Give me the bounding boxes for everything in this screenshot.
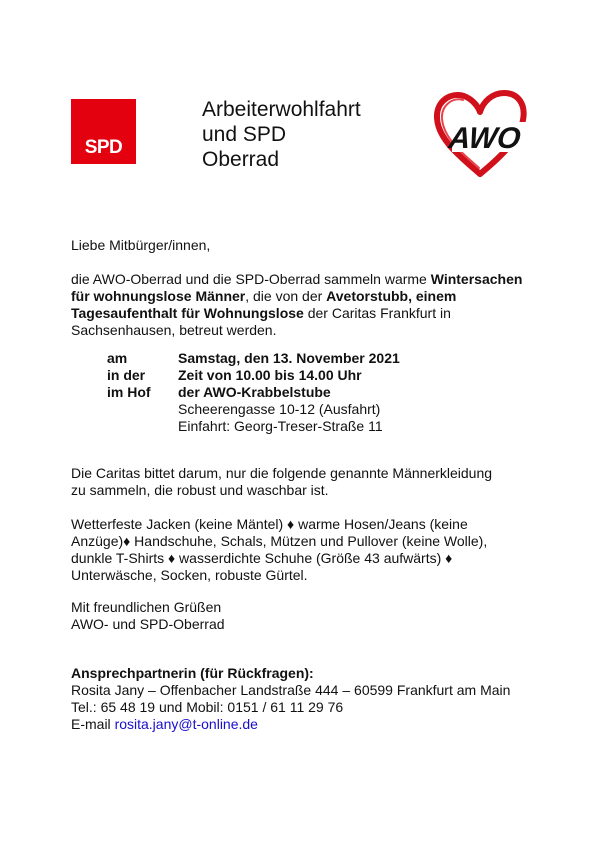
caritas-line-1: Die Caritas bittet darum, nur die folgende genannte Männerkleidung — [71, 465, 493, 481]
contact-phone: Tel.: 65 48 19 und Mobil: 0151 / 61 11 29 76 — [71, 699, 344, 715]
items-line-3: dunkle T-Shirts ♦ wasserdichte Schuhe (Größe 43 aufwärts) ♦ — [71, 550, 453, 566]
email-label: E-mail — [71, 716, 115, 732]
schedule-label: in der — [107, 367, 146, 383]
caritas-line-2: zu sammeln, die robust und waschbar ist. — [71, 482, 329, 498]
schedule-value: Samstag, den 13. November 2021 — [178, 350, 400, 366]
items-line-1: Wetterfeste Jacken (keine Mäntel) ♦ warme Hosen/Jeans (keine — [71, 516, 468, 532]
schedule-row-place — [107, 384, 400, 401]
contact-heading — [71, 665, 541, 682]
intro-bold: Wintersachen — [430, 271, 523, 287]
intro-bold: für wohnungslose Männer — [71, 288, 246, 304]
caritas-paragraph — [71, 465, 541, 499]
greeting: Liebe Mitbürger/innen, — [71, 237, 211, 253]
awo-logo-text: AWO — [447, 122, 523, 155]
schedule-label: am — [107, 350, 128, 366]
contact-email-line — [71, 716, 541, 733]
intro-line-4: Sachsenhausen, betreut werden. — [71, 322, 277, 338]
intro-text: , die von der — [245, 288, 327, 304]
closing-line-1: Mit freundlichen Grüßen — [71, 599, 222, 615]
title-line-2: und SPD — [202, 123, 287, 146]
address-line: Scheerengasse 10-12 (Ausfahrt) — [178, 401, 381, 417]
spd-logo — [71, 99, 136, 164]
schedule-row-date — [107, 350, 400, 367]
intro-text: der Caritas Frankfurt in — [303, 305, 451, 321]
items-line-2: Anzüge)♦ Handschuhe, Schals, Mützen und Pullover (keine Wolle), — [71, 533, 488, 549]
intro-line-2 — [71, 288, 541, 305]
items-line-4: Unterwäsche, Socken, robuste Gürtel. — [71, 567, 308, 583]
intro-line-3 — [71, 305, 541, 322]
page-title — [202, 97, 361, 172]
address-line: Einfahrt: Georg-Treser-Straße 11 — [178, 418, 383, 434]
schedule-row-time — [107, 367, 400, 384]
intro-line-1 — [71, 271, 541, 288]
schedule-address-1 — [107, 401, 400, 418]
intro-paragraph — [71, 271, 541, 339]
email-link[interactable]: rosita.jany@t-online.de — [114, 716, 258, 732]
items-paragraph — [71, 516, 541, 584]
closing-line-2: AWO- und SPD-Oberrad — [71, 616, 225, 632]
closing — [71, 599, 541, 633]
intro-bold: Avetorstubb, einem — [326, 288, 457, 304]
title-line-1: Arbeiterwohlfahrt — [202, 98, 361, 121]
schedule-value: Zeit von 10.00 bis 14.00 Uhr — [178, 367, 362, 383]
schedule-label: im Hof — [107, 384, 151, 400]
title-line-3: Oberrad — [202, 148, 280, 171]
schedule-value: der AWO-Krabbelstube — [178, 384, 331, 400]
schedule — [107, 350, 400, 435]
contact-heading-text: Ansprechpartnerin (für Rückfragen): — [71, 665, 314, 681]
spd-logo-text: SPD — [84, 137, 123, 158]
schedule-address-2 — [107, 418, 400, 435]
intro-text: die AWO-Oberrad und die SPD-Oberrad sammeln warme — [71, 271, 431, 287]
contact-block — [71, 665, 541, 733]
awo-logo — [432, 88, 530, 180]
intro-bold: Tagesaufenthalt für Wohnungslose — [71, 305, 304, 321]
contact-address: Rosita Jany – Offenbacher Landstraße 444 – 60599 Frankfurt am Main — [71, 682, 511, 698]
